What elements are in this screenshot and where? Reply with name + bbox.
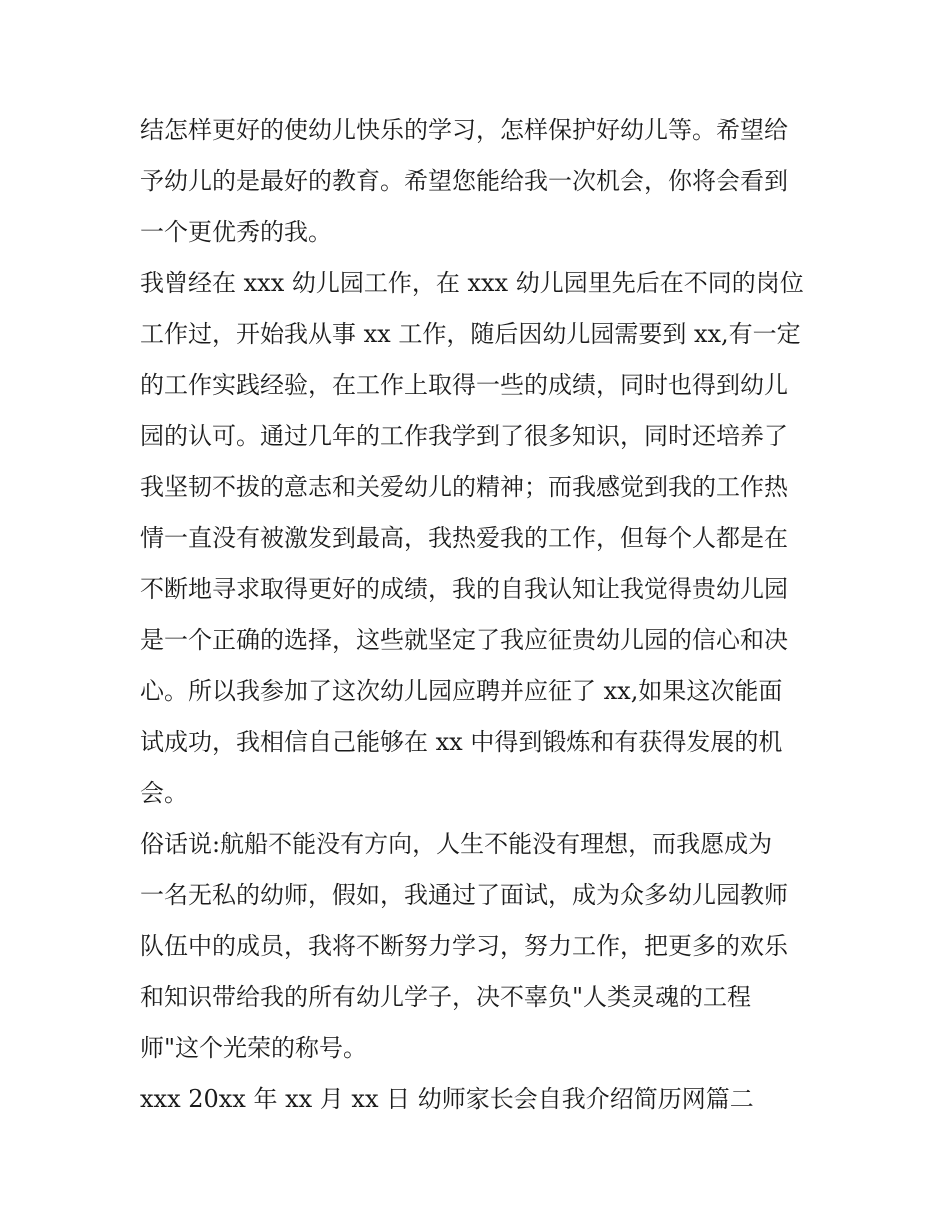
text-line: 队伍中的成员，我将不断努力学习，努力工作，把更多的欢乐	[140, 932, 788, 960]
text-line: 予幼儿的是最好的教育。希望您能给我一次机会，你将会看到	[140, 167, 788, 195]
text-line: 结怎样更好的使幼儿快乐的学习，怎样保护好幼儿等。希望给	[140, 116, 788, 144]
text-line: 会。	[140, 779, 188, 807]
text-line: 情一直没有被激发到最高，我热爱我的工作，但每个人都是在	[140, 524, 788, 552]
text-line: 我曾经在 xxx 幼儿园工作，在 xxx 幼儿园里先后在不同的岗位	[140, 269, 804, 297]
text-line: 工作过，开始我从事 xx 工作，随后因幼儿园需要到 xx,有一定	[140, 320, 801, 348]
text-line: 和知识带给我的所有幼儿学子，决不辜负"人类灵魂的工程	[140, 983, 752, 1011]
text-line: 俗话说:航船不能没有方向，人生不能没有理想，而我愿成为	[140, 830, 773, 858]
text-line: 不断地寻求取得更好的成绩，我的自我认知让我觉得贵幼儿园	[140, 575, 788, 603]
text-line: 园的认可。通过几年的工作我学到了很多知识，同时还培养了	[140, 422, 788, 450]
section-heading: xxx 20xx 年 xx 月 xx 日 幼师家长会自我介绍简历网篇二	[140, 1085, 754, 1113]
text-line: 师"这个光荣的称号。	[140, 1034, 368, 1062]
text-line: 一个更优秀的我。	[140, 218, 332, 246]
text-line: 的工作实践经验，在工作上取得一些的成绩，同时也得到幼儿	[140, 371, 788, 399]
text-line: 一名无私的幼师，假如，我通过了面试，成为众多幼儿园教师	[140, 881, 788, 909]
text-line: 试成功，我相信自己能够在 xx 中得到锻炼和有获得发展的机	[140, 728, 783, 756]
text-line: 我坚韧不拔的意志和关爱幼儿的精神；而我感觉到我的工作热	[140, 473, 788, 501]
text-line: 是一个正确的选择，这些就坚定了我应征贵幼儿园的信心和决	[140, 626, 788, 654]
text-line: 心。所以我参加了这次幼儿园应聘并应征了 xx,如果这次能面	[140, 677, 783, 705]
